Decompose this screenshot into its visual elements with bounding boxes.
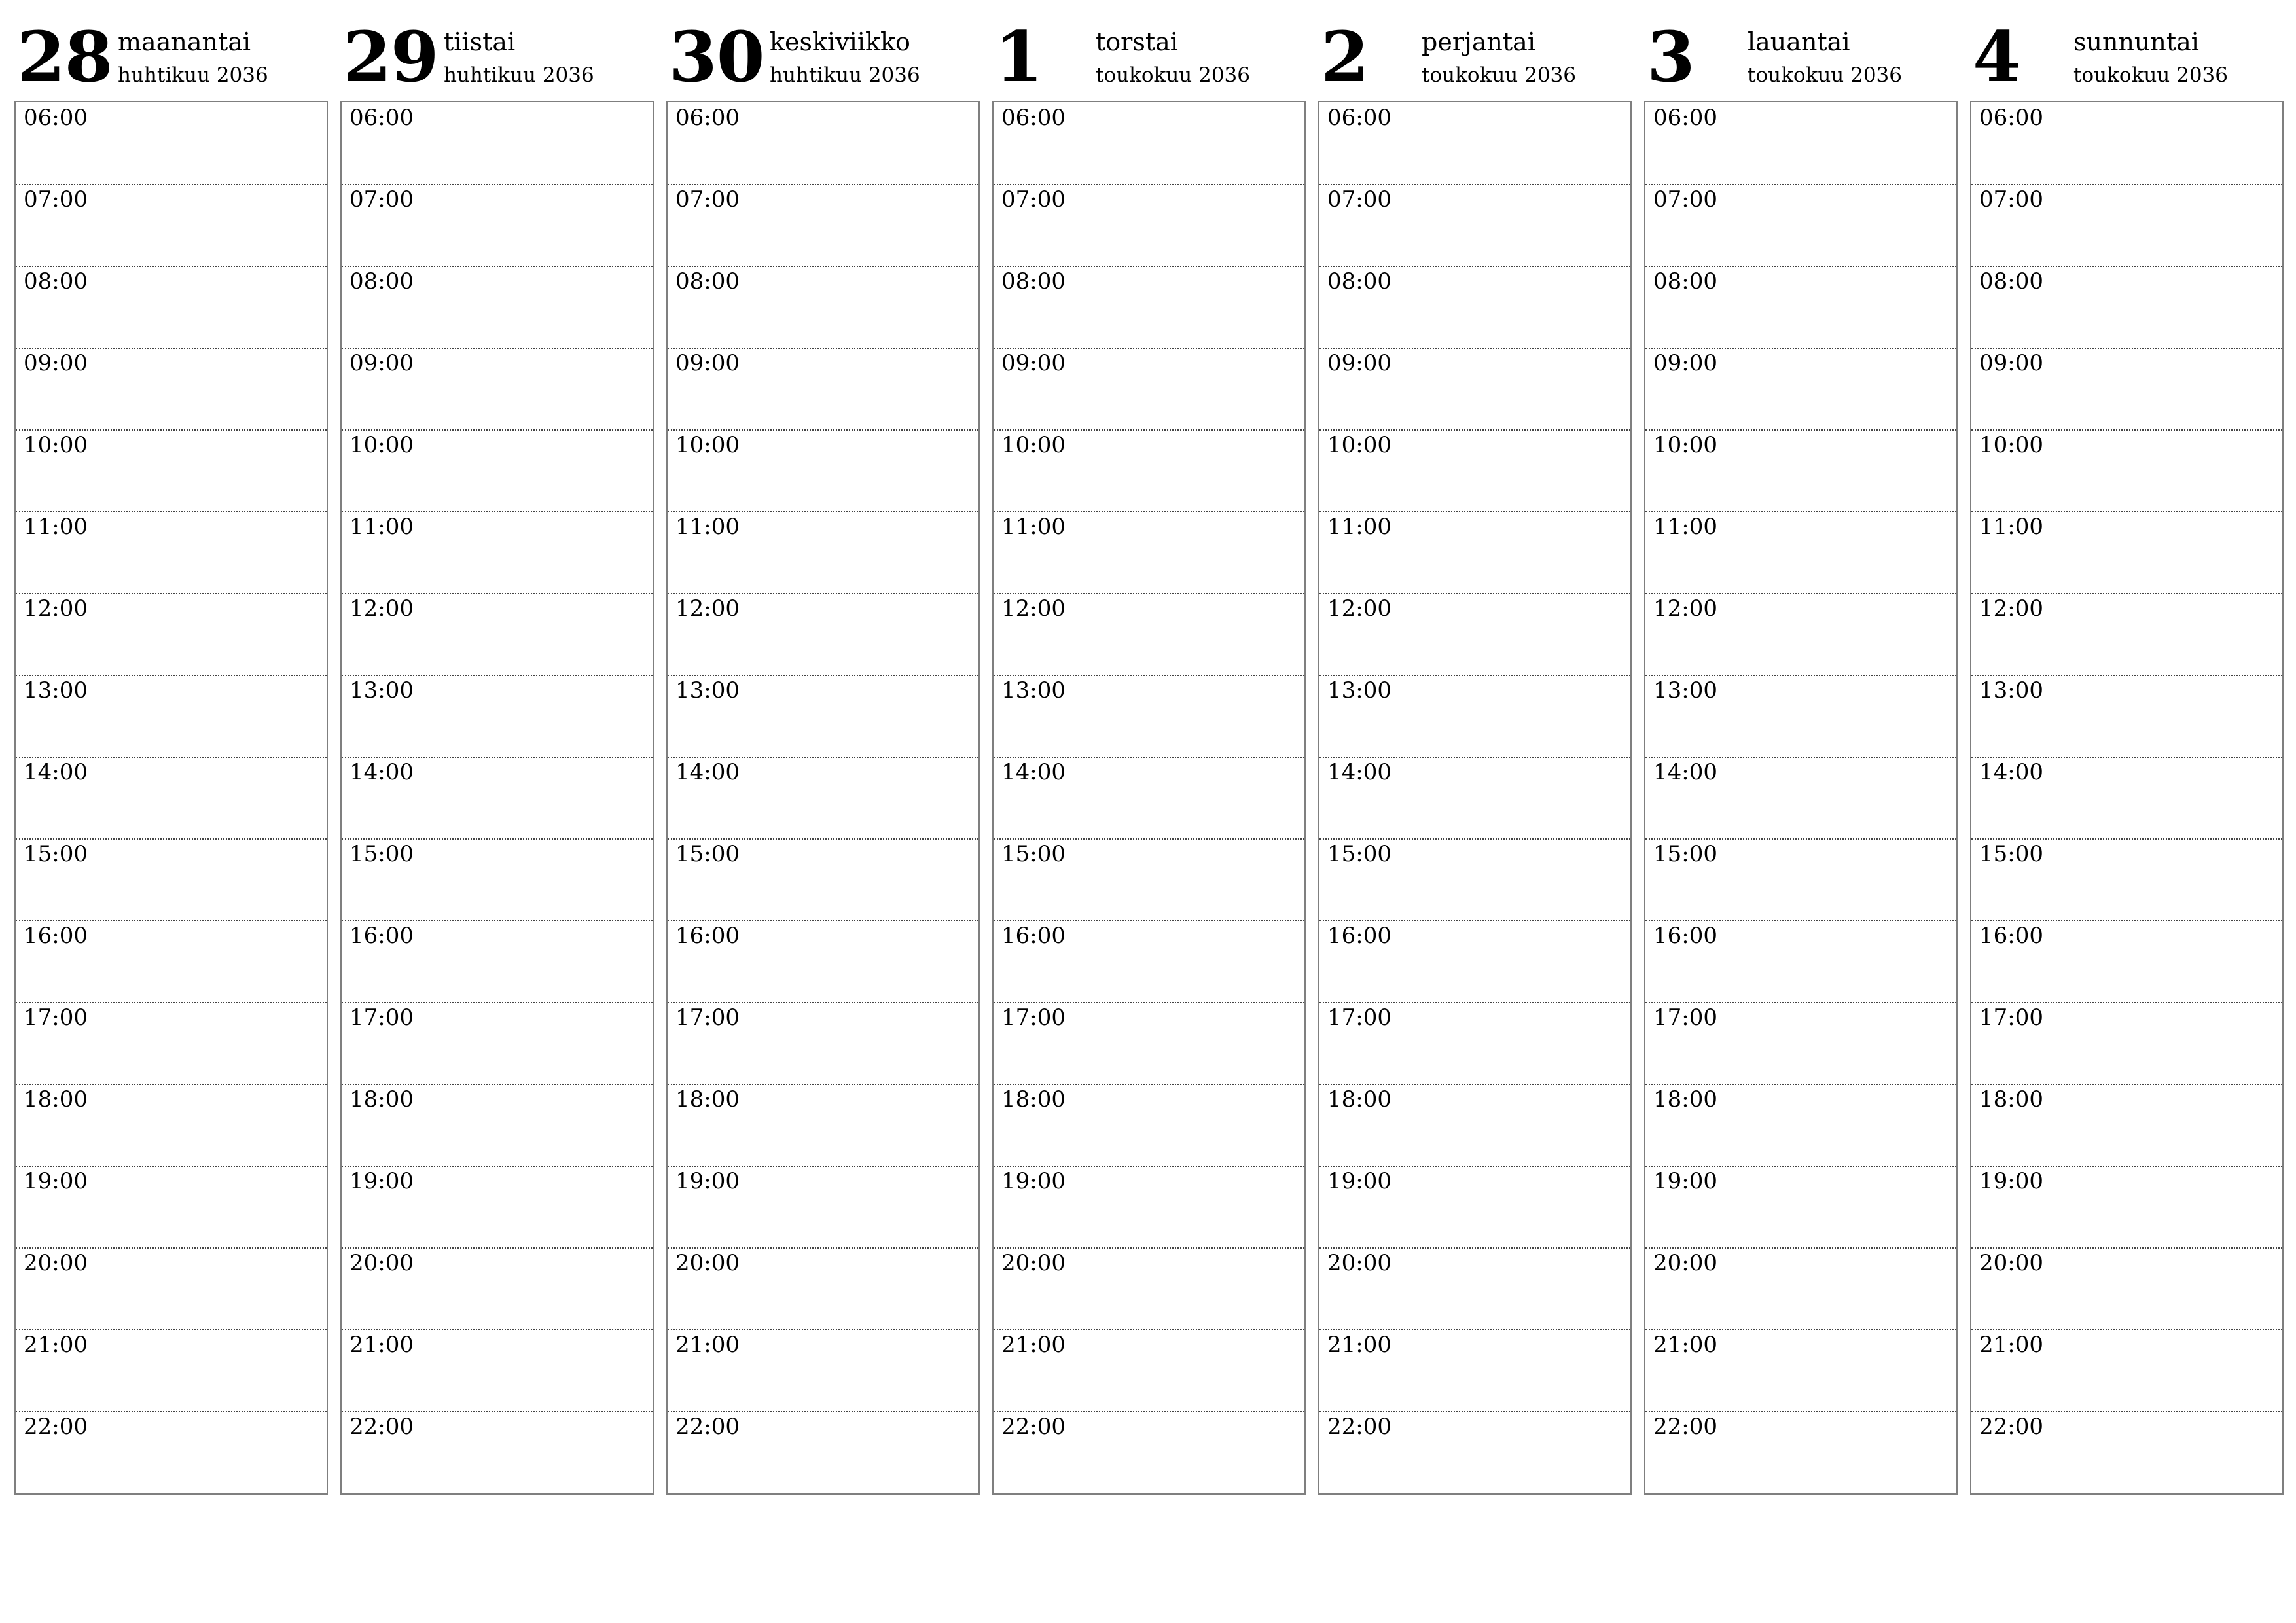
hour-slot[interactable]	[1319, 675, 1630, 758]
hour-slot[interactable]	[342, 511, 653, 594]
hour-slot[interactable]	[342, 266, 653, 349]
hour-label: 06:00	[24, 105, 88, 131]
month-year: toukokuu 2036	[1096, 63, 1250, 87]
hour-slot[interactable]	[1645, 1411, 1956, 1493]
hour-slot[interactable]	[994, 1247, 1304, 1330]
hour-label: 17:00	[350, 1005, 414, 1031]
hour-slot[interactable]	[1971, 266, 2282, 349]
hour-label: 11:00	[350, 514, 414, 540]
hour-label: 18:00	[1979, 1086, 2043, 1113]
hour-label: 18:00	[675, 1086, 740, 1113]
weekday-name: perjantai	[1422, 27, 1535, 56]
hour-slot[interactable]	[16, 102, 327, 185]
hour-slot[interactable]	[1319, 1166, 1630, 1249]
hour-label: 15:00	[1327, 841, 1391, 867]
hour-slot[interactable]	[16, 511, 327, 594]
hour-label: 12:00	[350, 596, 414, 622]
hour-label: 07:00	[24, 187, 88, 213]
hour-slot[interactable]	[994, 102, 1304, 185]
weekday-name: torstai	[1096, 27, 1178, 56]
hour-slot[interactable]	[16, 1002, 327, 1085]
hour-label: 12:00	[675, 596, 740, 622]
hour-slot[interactable]	[668, 102, 978, 185]
hour-slot[interactable]	[994, 920, 1304, 1003]
hour-slot[interactable]	[1971, 1166, 2282, 1249]
hour-label: 18:00	[1653, 1086, 1717, 1113]
hour-slot[interactable]	[342, 348, 653, 431]
hour-label: 18:00	[24, 1086, 88, 1113]
hour-label: 09:00	[350, 350, 414, 376]
hour-label: 11:00	[1979, 514, 2043, 540]
hour-slot[interactable]	[16, 429, 327, 512]
hour-label: 12:00	[1653, 596, 1717, 622]
hour-label: 20:00	[24, 1250, 88, 1276]
hour-label: 19:00	[350, 1168, 414, 1194]
hour-slot[interactable]	[1645, 1084, 1956, 1167]
hour-slot[interactable]	[16, 757, 327, 840]
hour-label: 15:00	[1001, 841, 1066, 867]
hour-slot[interactable]	[1971, 102, 2282, 185]
hour-label: 07:00	[675, 187, 740, 213]
hour-label: 16:00	[1001, 923, 1066, 949]
hour-slot[interactable]	[1319, 184, 1630, 267]
hour-slot[interactable]	[668, 511, 978, 594]
hour-slot[interactable]	[16, 1084, 327, 1167]
day-header	[992, 0, 1306, 98]
month-year: toukokuu 2036	[2073, 63, 2228, 87]
hour-slot[interactable]	[668, 1247, 978, 1330]
hour-label: 10:00	[24, 432, 88, 458]
hour-slot[interactable]	[668, 593, 978, 676]
day-number: 2	[1321, 16, 1369, 98]
hour-slot[interactable]	[342, 429, 653, 512]
hour-slot[interactable]	[668, 1329, 978, 1412]
hour-slot[interactable]	[342, 1329, 653, 1412]
hour-slot[interactable]	[342, 1247, 653, 1330]
hour-label: 07:00	[350, 187, 414, 213]
hour-label: 12:00	[1001, 596, 1066, 622]
hour-label: 09:00	[1327, 350, 1391, 376]
hour-label: 13:00	[1653, 677, 1717, 704]
hour-slot[interactable]	[668, 757, 978, 840]
hour-slot[interactable]	[1971, 838, 2282, 921]
hour-label: 08:00	[1327, 268, 1391, 294]
hour-slot[interactable]	[1971, 757, 2282, 840]
hour-slot[interactable]	[342, 593, 653, 676]
hour-label: 15:00	[24, 841, 88, 867]
day-number: 3	[1647, 16, 1695, 98]
hour-label: 20:00	[350, 1250, 414, 1276]
hour-label: 06:00	[1001, 105, 1066, 131]
day-header	[1970, 0, 2284, 98]
hour-label: 07:00	[1001, 187, 1066, 213]
hour-label: 08:00	[24, 268, 88, 294]
day-schedule-box	[1318, 101, 1632, 1495]
hour-slot[interactable]	[668, 184, 978, 267]
hour-slot[interactable]	[668, 920, 978, 1003]
hour-label: 17:00	[24, 1005, 88, 1031]
hour-label: 17:00	[1653, 1005, 1717, 1031]
hour-slot[interactable]	[994, 675, 1304, 758]
hour-label: 08:00	[1653, 268, 1717, 294]
hour-slot[interactable]	[668, 675, 978, 758]
hour-label: 09:00	[1979, 350, 2043, 376]
day-header	[14, 0, 328, 98]
hour-slot[interactable]	[342, 675, 653, 758]
weekday-name: tiistai	[444, 27, 516, 56]
hour-slot[interactable]	[668, 1411, 978, 1493]
hour-slot[interactable]	[1319, 1329, 1630, 1412]
hour-label: 12:00	[1327, 596, 1391, 622]
hour-slot[interactable]	[1319, 1411, 1630, 1493]
hour-label: 06:00	[350, 105, 414, 131]
hour-label: 22:00	[24, 1414, 88, 1440]
hour-slot[interactable]	[342, 184, 653, 267]
hour-slot[interactable]	[1645, 348, 1956, 431]
hour-label: 21:00	[1653, 1332, 1717, 1358]
day-header	[1318, 0, 1632, 98]
hour-label: 17:00	[1979, 1005, 2043, 1031]
hour-slot[interactable]	[1319, 348, 1630, 431]
hour-slot[interactable]	[668, 1166, 978, 1249]
hour-slot[interactable]	[1645, 184, 1956, 267]
hour-slot[interactable]	[668, 838, 978, 921]
hour-label: 21:00	[675, 1332, 740, 1358]
hour-label: 22:00	[1001, 1414, 1066, 1440]
day-number: 1	[995, 16, 1043, 98]
hour-label: 10:00	[1327, 432, 1391, 458]
hour-label: 11:00	[1327, 514, 1391, 540]
hour-slot[interactable]	[994, 429, 1304, 512]
hour-slot[interactable]	[1645, 757, 1956, 840]
month-year: toukokuu 2036	[1748, 63, 1902, 87]
hour-label: 11:00	[1001, 514, 1066, 540]
hour-slot[interactable]	[994, 1329, 1304, 1412]
hour-label: 16:00	[1979, 923, 2043, 949]
hour-label: 07:00	[1979, 187, 2043, 213]
hour-slot[interactable]	[1971, 1247, 2282, 1330]
hour-label: 17:00	[1001, 1005, 1066, 1031]
month-year: huhtikuu 2036	[770, 63, 920, 87]
hour-label: 09:00	[24, 350, 88, 376]
hour-label: 08:00	[1001, 268, 1066, 294]
hour-slot[interactable]	[1319, 429, 1630, 512]
hour-label: 13:00	[1979, 677, 2043, 704]
hour-label: 10:00	[1653, 432, 1717, 458]
hour-label: 06:00	[1979, 105, 2043, 131]
hour-slot[interactable]	[16, 1411, 327, 1493]
hour-slot[interactable]	[342, 838, 653, 921]
hour-slot[interactable]	[1971, 1002, 2282, 1085]
day-schedule-box	[1644, 101, 1958, 1495]
day-number: 28	[17, 16, 113, 98]
hour-label: 12:00	[24, 596, 88, 622]
hour-label: 16:00	[1653, 923, 1717, 949]
hour-slot[interactable]	[994, 266, 1304, 349]
hour-label: 13:00	[1001, 677, 1066, 704]
hour-slot[interactable]	[1319, 1002, 1630, 1085]
hour-label: 08:00	[675, 268, 740, 294]
hour-label: 06:00	[675, 105, 740, 131]
hour-slot[interactable]	[668, 266, 978, 349]
hour-slot[interactable]	[16, 184, 327, 267]
hour-label: 15:00	[350, 841, 414, 867]
hour-label: 14:00	[1001, 759, 1066, 785]
hour-slot[interactable]	[1645, 266, 1956, 349]
hour-slot[interactable]	[16, 266, 327, 349]
day-number: 4	[1973, 16, 2020, 98]
hour-slot[interactable]	[1971, 184, 2282, 267]
hour-label: 18:00	[1327, 1086, 1391, 1113]
hour-label: 19:00	[1001, 1168, 1066, 1194]
weekday-name: maanantai	[118, 27, 251, 56]
hour-slot[interactable]	[1645, 838, 1956, 921]
hour-label: 09:00	[675, 350, 740, 376]
hour-label: 21:00	[24, 1332, 88, 1358]
hour-slot[interactable]	[1971, 1411, 2282, 1493]
hour-slot[interactable]	[1971, 675, 2282, 758]
hour-label: 10:00	[675, 432, 740, 458]
hour-label: 09:00	[1653, 350, 1717, 376]
hour-slot[interactable]	[1645, 102, 1956, 185]
hour-label: 14:00	[1327, 759, 1391, 785]
hour-label: 07:00	[1653, 187, 1717, 213]
hour-slot[interactable]	[1971, 1084, 2282, 1167]
hour-slot[interactable]	[1645, 593, 1956, 676]
hour-slot[interactable]	[1645, 920, 1956, 1003]
weekday-name: lauantai	[1748, 27, 1850, 56]
hour-slot[interactable]	[342, 757, 653, 840]
day-number: 29	[343, 16, 439, 98]
hour-label: 15:00	[1979, 841, 2043, 867]
hour-label: 20:00	[1001, 1250, 1066, 1276]
hour-label: 20:00	[1653, 1250, 1717, 1276]
hour-label: 09:00	[1001, 350, 1066, 376]
hour-label: 22:00	[350, 1414, 414, 1440]
hour-label: 14:00	[1653, 759, 1717, 785]
hour-label: 21:00	[1001, 1332, 1066, 1358]
hour-label: 17:00	[675, 1005, 740, 1031]
day-schedule-box	[1970, 101, 2284, 1495]
hour-label: 07:00	[1327, 187, 1391, 213]
hour-label: 11:00	[1653, 514, 1717, 540]
day-header	[666, 0, 980, 98]
hour-label: 13:00	[675, 677, 740, 704]
hour-label: 22:00	[675, 1414, 740, 1440]
hour-label: 18:00	[350, 1086, 414, 1113]
hour-slot[interactable]	[342, 1002, 653, 1085]
month-year: toukokuu 2036	[1422, 63, 1576, 87]
hour-slot[interactable]	[1319, 593, 1630, 676]
hour-slot[interactable]	[668, 1084, 978, 1167]
hour-label: 16:00	[675, 923, 740, 949]
hour-slot[interactable]	[1645, 1329, 1956, 1412]
hour-slot[interactable]	[1645, 1247, 1956, 1330]
hour-label: 22:00	[1327, 1414, 1391, 1440]
hour-slot[interactable]	[1319, 1084, 1630, 1167]
hour-label: 22:00	[1979, 1414, 2043, 1440]
hour-slot[interactable]	[16, 920, 327, 1003]
hour-label: 21:00	[1327, 1332, 1391, 1358]
hour-slot[interactable]	[1319, 757, 1630, 840]
hour-label: 08:00	[350, 268, 414, 294]
day-header	[340, 0, 654, 98]
hour-slot[interactable]	[994, 838, 1304, 921]
hour-label: 13:00	[1327, 677, 1391, 704]
hour-slot[interactable]	[1319, 1247, 1630, 1330]
hour-label: 16:00	[1327, 923, 1391, 949]
hour-slot[interactable]	[668, 348, 978, 431]
hour-label: 19:00	[1653, 1168, 1717, 1194]
hour-slot[interactable]	[16, 1166, 327, 1249]
hour-label: 08:00	[1979, 268, 2043, 294]
hour-slot[interactable]	[16, 593, 327, 676]
hour-label: 15:00	[1653, 841, 1717, 867]
hour-slot[interactable]	[1971, 920, 2282, 1003]
hour-label: 19:00	[1327, 1168, 1391, 1194]
hour-label: 10:00	[350, 432, 414, 458]
hour-slot[interactable]	[1645, 511, 1956, 594]
hour-label: 06:00	[1327, 105, 1391, 131]
hour-label: 19:00	[24, 1168, 88, 1194]
hour-slot[interactable]	[994, 593, 1304, 676]
hour-slot[interactable]	[1319, 511, 1630, 594]
day-schedule-box	[666, 101, 980, 1495]
day-schedule-box	[14, 101, 328, 1495]
day-schedule-box	[340, 101, 654, 1495]
hour-label: 14:00	[675, 759, 740, 785]
hour-slot[interactable]	[994, 1002, 1304, 1085]
weekday-name: keskiviikko	[770, 27, 910, 56]
hour-label: 15:00	[675, 841, 740, 867]
hour-label: 11:00	[24, 514, 88, 540]
hour-label: 10:00	[1979, 432, 2043, 458]
hour-label: 14:00	[1979, 759, 2043, 785]
hour-slot[interactable]	[1319, 102, 1630, 185]
hour-slot[interactable]	[16, 1329, 327, 1412]
hour-label: 16:00	[24, 923, 88, 949]
hour-slot[interactable]	[994, 1411, 1304, 1493]
hour-label: 17:00	[1327, 1005, 1391, 1031]
hour-slot[interactable]	[1971, 1329, 2282, 1412]
hour-label: 22:00	[1653, 1414, 1717, 1440]
day-number: 30	[669, 16, 764, 98]
hour-slot[interactable]	[994, 1166, 1304, 1249]
hour-label: 11:00	[675, 514, 740, 540]
hour-slot[interactable]	[16, 348, 327, 431]
hour-label: 06:00	[1653, 105, 1717, 131]
hour-slot[interactable]	[1971, 511, 2282, 594]
hour-slot[interactable]	[1971, 593, 2282, 676]
hour-slot[interactable]	[342, 1166, 653, 1249]
hour-label: 16:00	[350, 923, 414, 949]
hour-slot[interactable]	[1645, 675, 1956, 758]
hour-slot[interactable]	[16, 838, 327, 921]
hour-label: 19:00	[675, 1168, 740, 1194]
hour-label: 19:00	[1979, 1168, 2043, 1194]
hour-slot[interactable]	[16, 1247, 327, 1330]
hour-slot[interactable]	[994, 511, 1304, 594]
hour-label: 10:00	[1001, 432, 1066, 458]
hour-slot[interactable]	[994, 348, 1304, 431]
month-year: huhtikuu 2036	[118, 63, 268, 87]
hour-slot[interactable]	[1645, 429, 1956, 512]
hour-label: 12:00	[1979, 596, 2043, 622]
hour-label: 14:00	[24, 759, 88, 785]
day-schedule-box	[992, 101, 1306, 1495]
hour-label: 20:00	[675, 1250, 740, 1276]
hour-label: 20:00	[1979, 1250, 2043, 1276]
hour-label: 14:00	[350, 759, 414, 785]
hour-slot[interactable]	[342, 102, 653, 185]
hour-label: 13:00	[24, 677, 88, 704]
hour-slot[interactable]	[668, 429, 978, 512]
hour-label: 20:00	[1327, 1250, 1391, 1276]
hour-slot[interactable]	[342, 1084, 653, 1167]
hour-slot[interactable]	[1971, 348, 2282, 431]
weekday-name: sunnuntai	[2073, 27, 2199, 56]
hour-slot[interactable]	[994, 757, 1304, 840]
month-year: huhtikuu 2036	[444, 63, 594, 87]
hour-slot[interactable]	[1319, 920, 1630, 1003]
hour-label: 13:00	[350, 677, 414, 704]
hour-slot[interactable]	[1319, 838, 1630, 921]
hour-slot[interactable]	[1971, 429, 2282, 512]
hour-slot[interactable]	[1645, 1166, 1956, 1249]
hour-slot[interactable]	[668, 1002, 978, 1085]
hour-label: 21:00	[350, 1332, 414, 1358]
hour-label: 18:00	[1001, 1086, 1066, 1113]
day-header	[1644, 0, 1958, 98]
hour-slot[interactable]	[994, 184, 1304, 267]
hour-slot[interactable]	[994, 1084, 1304, 1167]
hour-slot[interactable]	[1319, 266, 1630, 349]
hour-slot[interactable]	[16, 675, 327, 758]
hour-label: 21:00	[1979, 1332, 2043, 1358]
hour-slot[interactable]	[1645, 1002, 1956, 1085]
hour-slot[interactable]	[342, 920, 653, 1003]
hour-slot[interactable]	[342, 1411, 653, 1493]
